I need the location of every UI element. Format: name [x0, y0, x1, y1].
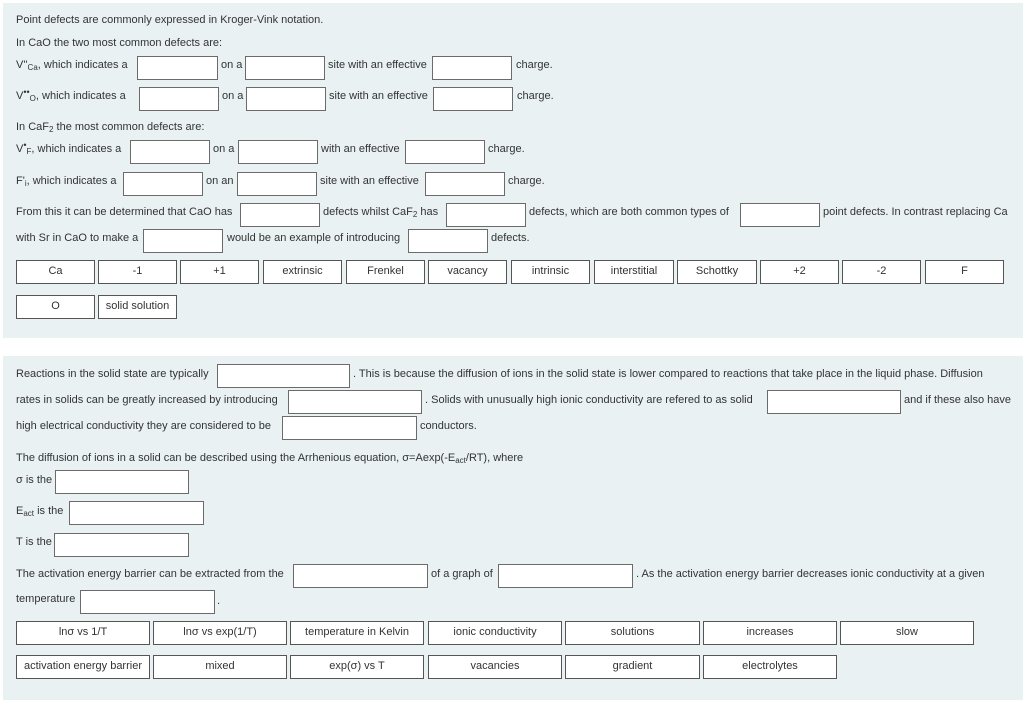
row3-defect-type-blank[interactable] [130, 140, 210, 164]
sigma-label: σ is the [16, 474, 53, 486]
answer-chip[interactable]: intrinsic [511, 260, 590, 284]
answer-chip[interactable]: solid solution [98, 295, 177, 319]
introduced-defect-blank[interactable] [408, 229, 488, 253]
row3-defect-label: $V^•_F$, which indicates a [16, 140, 122, 156]
line6-text-b: would be an example of introducing [227, 232, 401, 244]
arrhenius-text: The diffusion of ions in a solid can be described using the Arrhenious equation, $\sigma=Aexp(-E_{act}/RT)$, where [16, 452, 524, 465]
eact-label: $E_{act}$ is the [16, 505, 64, 518]
answer-chip[interactable]: Schottky [677, 260, 757, 284]
caf2-heading: In CaF$_2$ the most common defects are: [16, 121, 205, 134]
answer-chip[interactable]: interstitial [594, 260, 674, 284]
row3-mid-text: with an effective [321, 143, 400, 155]
answer-chip[interactable]: Frenkel [346, 260, 425, 284]
answer-chip[interactable]: -1 [98, 260, 177, 284]
p1-text-c: rates in solids can be greatly increased by introducing [16, 394, 278, 406]
row3-on-text: on a [213, 143, 235, 155]
p1-text-e: and if these also have [904, 394, 1012, 406]
row2-defect-label: $V^{••}_O$, which indicates a [16, 87, 126, 103]
answer-chip[interactable]: Ca [16, 260, 95, 284]
line5-text-c: defects, which are both common types of [529, 206, 729, 218]
line5-text-a: From this it can be determined that CaO has [16, 206, 233, 218]
p4-text-e: . [217, 595, 221, 607]
caf2-defect-blank[interactable] [446, 203, 526, 227]
answer-chip[interactable]: activation energy barrier [16, 655, 150, 679]
cao-defect-blank[interactable] [240, 203, 320, 227]
answer-chip[interactable]: solutions [565, 621, 700, 645]
row1-on-text: on a [221, 59, 243, 71]
row2-defect-type-blank[interactable] [139, 87, 219, 111]
answer-chip[interactable]: O [16, 295, 95, 319]
answer-chip[interactable]: -2 [842, 260, 921, 284]
eact-blank[interactable] [69, 501, 204, 525]
sigma-blank[interactable] [55, 470, 189, 494]
p1-text-f: high electrical conductivity they are considered to be [16, 420, 271, 432]
t-label: T is the [16, 536, 52, 548]
line5-text-b: defects whilst CaF$_2$ has [323, 206, 439, 219]
answer-chip[interactable]: extrinsic [263, 260, 342, 284]
reaction-rate-blank[interactable] [217, 364, 350, 388]
solid-conductor-type-blank[interactable] [767, 390, 901, 414]
row2-charge-blank[interactable] [433, 87, 513, 111]
p4-text-b: of a graph of [431, 568, 493, 580]
p1-text-d: . Solids with unusually high ionic conductivity are refered to as solid [425, 394, 753, 406]
answer-chip[interactable]: slow [840, 621, 974, 645]
row2-site-blank[interactable] [246, 87, 326, 111]
p1-text-b: . This is because the diffusion of ions in the solid state is lower compared to reactions that take place in the liquid phase. Diffusion [353, 368, 983, 380]
p1-text-a: Reactions in the solid state are typically [16, 368, 209, 380]
row4-end-text: charge. [508, 175, 545, 187]
line5-text-d: point defects. In contrast replacing Ca [823, 206, 1008, 218]
conductivity-trend-blank[interactable] [80, 590, 215, 614]
row4-charge-blank[interactable] [425, 172, 505, 196]
row4-on-text: on an [206, 175, 234, 187]
answer-chip[interactable]: +1 [180, 260, 259, 284]
row4-defect-label: $F'_i$, which indicates a [16, 175, 117, 188]
point-defect-type-blank[interactable] [740, 203, 820, 227]
cao-heading: In CaO the two most common defects are: [16, 37, 223, 49]
p1-text-g: conductors. [420, 420, 477, 432]
row1-defect-label: $V''_{Ca}$, which indicates a [16, 59, 128, 72]
row1-charge-blank[interactable] [432, 56, 512, 80]
row2-mid-text: site with an effective [329, 90, 428, 102]
intro-text: Point defects are commonly expressed in Kroger-Vink notation. [16, 14, 324, 26]
kroger-vink-question-panel [3, 3, 1023, 338]
row1-site-blank[interactable] [245, 56, 325, 80]
row4-defect-type-blank[interactable] [123, 172, 203, 196]
row3-charge-blank[interactable] [405, 140, 485, 164]
sr-substitution-blank[interactable] [143, 229, 223, 253]
p4-text-d: temperature [16, 593, 76, 605]
answer-chip[interactable]: vacancies [428, 655, 562, 679]
row3-end-text: charge. [488, 143, 525, 155]
row2-on-text: on a [222, 90, 244, 102]
p4-text-c: . As the activation energy barrier decreases ionic conductivity at a given [636, 568, 985, 580]
row2-end-text: charge. [517, 90, 554, 102]
line6-text-a: with Sr in CaO to make a [16, 232, 139, 244]
answer-chip[interactable]: temperature in Kelvin [290, 621, 424, 645]
line6-text-c: defects. [491, 232, 530, 244]
row1-end-text: charge. [516, 59, 553, 71]
row3-site-blank[interactable] [238, 140, 318, 164]
answer-chip[interactable]: vacancy [428, 260, 507, 284]
row4-site-blank[interactable] [237, 172, 317, 196]
row1-defect-type-blank[interactable] [137, 56, 218, 80]
answer-chip[interactable]: lnσ vs 1/T [16, 621, 150, 645]
answer-chip[interactable]: increases [703, 621, 837, 645]
row4-mid-text: site with an effective [320, 175, 419, 187]
answer-chip[interactable]: gradient [565, 655, 700, 679]
answer-chip[interactable]: +2 [760, 260, 839, 284]
diffusion-increase-blank[interactable] [288, 390, 422, 414]
answer-chip[interactable]: lnσ vs exp(1/T) [153, 621, 287, 645]
answer-chip[interactable]: electrolytes [703, 655, 837, 679]
answer-chip[interactable]: ionic conductivity [428, 621, 562, 645]
graph-feature-blank[interactable] [293, 564, 428, 588]
answer-chip[interactable]: mixed [153, 655, 287, 679]
t-blank[interactable] [54, 533, 189, 557]
graph-type-blank[interactable] [498, 564, 633, 588]
conductor-type-blank[interactable] [282, 416, 417, 440]
answer-chip[interactable]: F [925, 260, 1004, 284]
p4-text-a: The activation energy barrier can be extracted from the [16, 568, 284, 580]
answer-chip[interactable]: exp(σ) vs T [290, 655, 424, 679]
row1-mid-text: site with an effective [328, 59, 427, 71]
